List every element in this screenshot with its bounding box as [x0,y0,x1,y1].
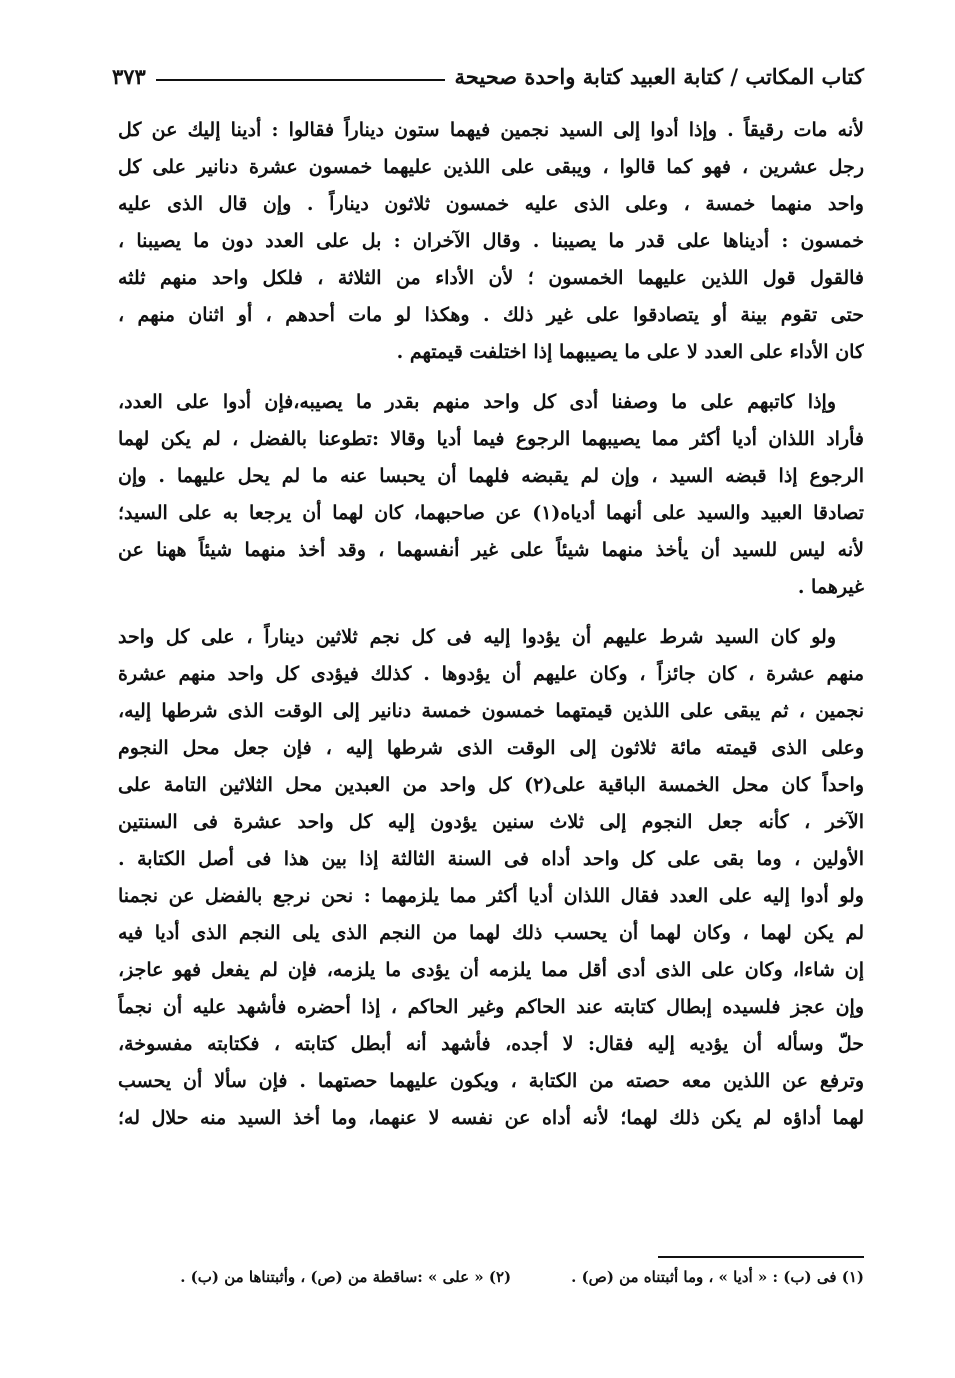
text-line: غيرهما . [797,576,864,598]
footnote-1: (١) فى (ب) : « أديا » ، وما أثبتناه من (ص) . [571,1268,864,1286]
text-line: فالقول قول اللذين عليهما الخمسون ؛ لأن الأداء من الثلاثة ، فلكل واحد منهم ثلثه [118,267,864,289]
text-line: ولو كان السيد شرط عليهم أن يؤدوا إليه فى كل نجم ثلاثين ديناراً ، على كل واحد [118,626,836,648]
text-line: حلّ وسأله أن يؤديه إليه فقال: لا أجده، فأشهد أنه أبطل كتابته ، فكتابته مفسوخة، [118,1033,864,1055]
text-line: كان الأداء على العدد لا على ما يصيبهما إذا اختلفت قيمتهم . [396,341,864,363]
text-line: فأراد اللذان أديا أكثر مما يصيبهما الرجوع فيما أديا وقالا :تطوعنا بالفضل ، لم يكن لهما [118,428,864,450]
paragraph-gap [118,606,864,619]
text-line: الرجوع إذا قبضه السيد ، وإن لم يقبضه فلهما أن يحبسا عنه ما لم يحل عليهما . وإن [118,465,864,487]
text-line: لهما أداؤه لم يكن ذلك لهما؛ لأنه أداه عن نفسه لا عنهما، وما أخذ السيد منه حلال له؛ [118,1107,864,1129]
text-line: واحد منهما خمسة ، وعلى الذى عليه خمسون ثلاثون ديناراً . وإن قال الذى عليه [118,193,864,215]
text-line: تصادقا العبيد والسيد على أنهما أدياه(١) عن صاحبهما، كان لهما أن يرجعا به على السيد؛ [118,502,864,524]
text-line: خمسون : أديناها على قدر ما يصيبنا . وقال الآخران : بل على العدد دون ما يصيبنا ، [118,230,864,252]
text-line: ولو أدوا إليه على العدد فقال اللذان أديا أكثر مما يلزمهما : نحن نرجع بالفضل عن نجمنا [118,885,864,907]
header-title: كتاب المكاتب / كتابة العبيد كتابة واحدة صحيحة [454,63,864,89]
text-line: واحداً كان محل الخمسة الباقية على(٢) كل واحد من العبدين محل الثلاثين التامة على [118,774,864,796]
footnotes [118,1268,864,1286]
paragraph [118,384,864,606]
text-line: وعلى الذى قيمته مائة ثلاثون إلى الوقت الذى شرطها إليه ، فإن جعل محل النجوم [118,737,864,759]
footnote-2: (٢) « على » :ساقطة من (ص) ، وأثبتناها من (ب) . [180,1268,512,1286]
body-text [118,112,864,1137]
paragraph-gap [118,371,864,384]
paragraph [118,112,864,371]
page-number: ٣٧٣ [112,63,146,89]
text-line: لأنه مات رقيقاً . وإذا أدوا إلى السيد نجمين فيهما ستون ديناراً فقالوا : أدينا إليك عن كل [118,119,864,141]
text-line: نجمين ، ثم يبقى على اللذين قيمتهما خمسون خمسة دنانير إلى الوقت الذى شرطها إليه، [118,700,864,722]
text-line: حتى تقوم بينة أو يتصادقوا على غير ذلك . وهكذا لو مات أحدهم ، أو اثنان منهم ، [118,304,864,326]
text-line: وترفع عن اللذين معه حصته من الكتابة ، ويكون عليهما حصتهما . فإن سألا أن يحسب [118,1070,864,1092]
footnote-separator [658,1256,864,1258]
text-line: وإن عجز فلسيده إبطال كتابته عند الحاكم وغير الحاكم ، إذا أحضره فأشهد عليه أن نجماً [118,996,864,1018]
paragraph [118,619,864,1137]
text-line: الأولين ، وما بقى على كل واحد أداه فى السنة الثالثة إذا بين هذا فى أصل الكتابة . [118,848,864,870]
text-line: لم يكن لهما ، وكان لهما أن يحسب ذلك لهما من النجم الذى يلى النجم الذى أديا فيه [118,922,864,944]
text-line: منهم عشرة ، كان جائزاً ، وكان عليهم أن يؤدوها . كذلك فيؤدى كل واحد منهم عشرة [118,663,864,685]
running-header [112,58,864,94]
text-line: وإذا كاتبهم على ما وصفنا أدى كل واحد منهم بقدر ما يصيبه،فإن أدوا على العدد، [118,391,836,413]
header-rule [156,79,445,81]
text-line: لأنه ليس للسيد أن يأخذ منهما شيئاً على غير أنفسهما ، وقد أخذ منهما شيئاً ههنا عن [118,539,864,561]
text-line: إن شاءا، وكان على الذى أدى أقل مما يلزمه أن يؤدى ما يلزمه، فإن لم يفعل فهو عاجز، [118,959,864,981]
text-line: الآخر ، كأنه جعل النجوم إلى ثلاث سنين يؤدون إليه كل واحد عشرة فى السنتين [118,811,864,833]
text-line: رجل عشرين ، فهو كما قالوا ، ويبقى على اللذين عليهما خمسون عشرة دنانير على كل [118,156,864,178]
